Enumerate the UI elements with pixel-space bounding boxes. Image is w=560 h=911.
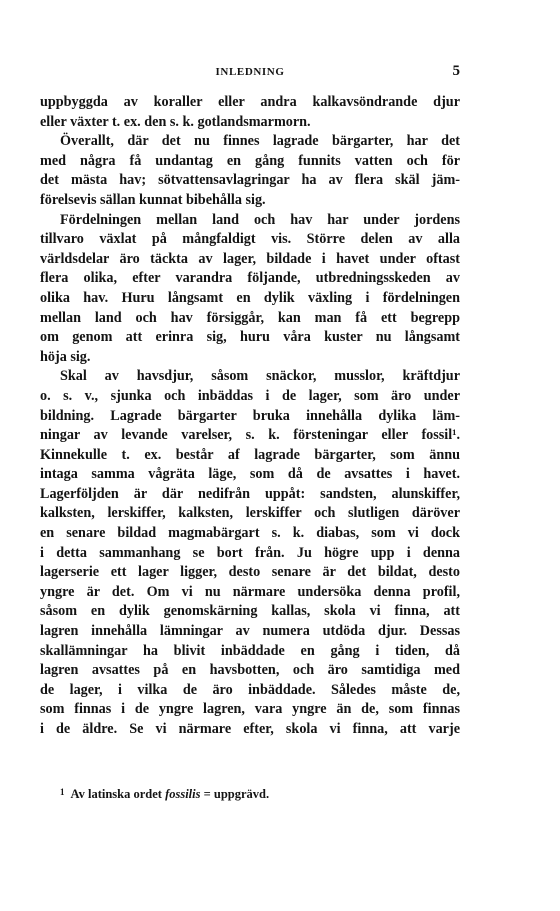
text-line: lagren innehålla lämningar av numera utdöda djur. Dessas	[40, 623, 460, 640]
text-line: skallämningar ha blivit inbäddade en gång i tiden, då	[40, 642, 460, 659]
text-line: i de äldre. Se vi närmare efter, skola vi finna, att varje	[40, 721, 460, 737]
text-line: kalksten, lerskiffer, kalksten, lerskiffer och slutligen däröver	[40, 505, 460, 522]
text-line: Överallt, där det nu finnes lagrade bärgarter, har det	[60, 133, 460, 150]
text-line: höja sig.	[40, 348, 91, 365]
text-line: de lager, i vilka de äro inbäddade. Således måste de,	[40, 681, 460, 698]
text-line: Lagerföljden är där nedifrån uppåt: sandsten, alunskiffer,	[40, 485, 460, 502]
text-line: tillvaro växlat på mångfaldigt vis. Större delen av alla	[40, 231, 460, 248]
text-line: en senare bildad magmabärgart s. k. diabas, som vi dock	[40, 525, 460, 542]
text-line: som finnas i de yngre lagren, vara yngre än de, som finnas	[40, 701, 460, 718]
text-line: förelsevis sällan kunnat bibehålla sig.	[40, 191, 266, 208]
text-line: världsdelar äro täckta av lager, bildade i havet under oftast	[40, 250, 460, 267]
footnote-term: fossilis	[165, 787, 201, 801]
text-line: o. s. v., sjunka och inbäddas i de lager, som äro under	[40, 387, 460, 404]
text-line: såsom en dylik genomskärning kallas, skola vi finna, att	[40, 603, 460, 620]
text-line: Kinnekulle t. ex. består af lagrade bärgarter, som ännu	[40, 446, 460, 463]
running-title: INLEDNING	[215, 66, 285, 78]
text-line: yngre är det. Om vi nu närmare undersöka denna profil,	[40, 583, 460, 600]
text-line: Fördelningen mellan land och hav har under jordens	[60, 211, 460, 228]
text-line: det mästa hav; sötvattensavlagringar ha av flera skäl jäm-	[40, 172, 460, 189]
text-line: uppbyggda av koraller eller andra kalkavsöndrande djur	[40, 94, 460, 110]
footnote-mark: 1	[60, 787, 65, 797]
footnote-text-before: Av latinska ordet	[70, 787, 162, 801]
text-line: intaga samma vågräta läge, som då de avsattes i havet.	[40, 466, 460, 483]
text-line: lagerserie ett lager ligger, desto senare är det bildat, desto	[40, 564, 460, 581]
running-head	[40, 63, 460, 83]
text-line: ningar av levande varelser, s. k. försteningar eller fossil¹.	[40, 427, 460, 444]
text-line: bildning. Lagrade bärgarter bruka innehålla dylika läm-	[40, 407, 460, 424]
page-number: 5	[452, 63, 460, 79]
text-line: flera olika, efter varandra följande, utbredningsskeden av	[40, 270, 460, 287]
text-line: eller växter t. ex. den s. k. gotlandsmarmorn.	[40, 113, 311, 130]
text-line: Skal av havsdjur, såsom snäckor, musslor, kräftdjur	[60, 368, 460, 385]
text-line: lagren avsattes på en havsbotten, och äro samtidiga med	[40, 662, 460, 679]
text-line: med några få undantag en gång funnits vatten och för	[40, 152, 460, 169]
body-text	[40, 93, 460, 740]
footnote	[60, 787, 269, 802]
text-line: olika hav. Huru långsamt en dylik växling i fördelningen	[40, 289, 460, 306]
text-line: i detta sammanhang se bort från. Ju högre upp i denna	[40, 544, 460, 561]
footnote-text-after: = uppgrävd.	[203, 787, 270, 801]
text-line: mellan land och hav försiggår, kan man få ett begrepp	[40, 309, 460, 326]
text-line: om genom att erinra sig, huru våra kuster nu långsamt	[40, 329, 460, 346]
